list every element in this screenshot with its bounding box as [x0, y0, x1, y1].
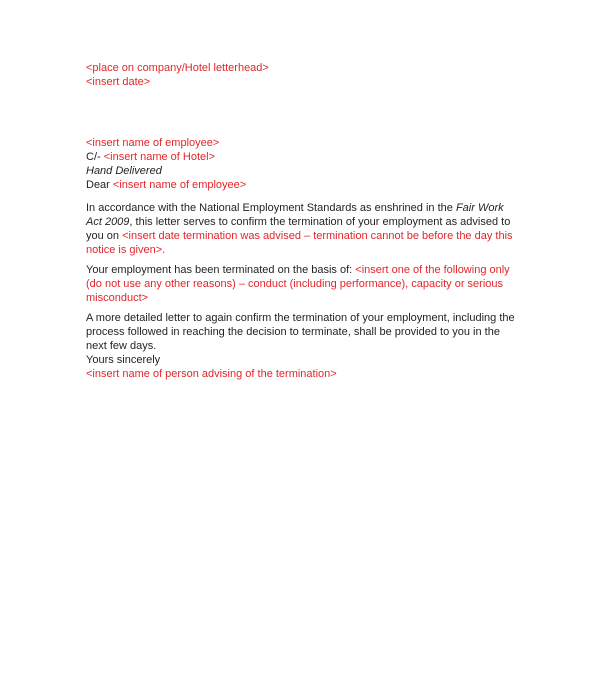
signer-name-placeholder: <insert name of person advising of the termination>: [86, 368, 337, 380]
paragraph-detailed-letter-notice: A more detailed letter to again confirm the termination of your employment, including the process followed in reaching the decision to terminate, shall be provided to you in the next few days.: [86, 312, 515, 352]
recipient-care-of-line: [86, 150, 518, 164]
paragraph-2-text-before-placeholder: Your employment has been terminated on the basis of:: [86, 264, 356, 276]
recipient-block: [86, 136, 518, 164]
salutation-prefix: Dear: [86, 179, 113, 191]
salutation-line: [86, 178, 518, 192]
paragraph-1-text-before-act: In accordance with the National Employment Standards as enshrined in the: [86, 202, 456, 214]
paragraph-2-reason-placeholder: <insert one of the following only (do not use any other reasons) – conduct (including performance), capacity or serious misconduct>: [86, 264, 510, 304]
salutation-employee-name-placeholder: <insert name of employee>: [112, 179, 247, 191]
paragraph-termination-confirmation: [86, 201, 518, 257]
recipient-hotel-name-placeholder: <insert name of Hotel>: [103, 151, 216, 163]
recipient-employee-name-placeholder: <insert name of employee>: [86, 137, 220, 149]
fair-work-act-title: Fair Work Act 2009: [86, 202, 504, 228]
closing: Yours sincerely: [86, 354, 161, 366]
care-of-prefix: C/-: [86, 151, 104, 163]
delivery-method: Hand Delivered: [86, 165, 162, 177]
paragraph-1-text-after-act: , this letter serves to confirm the termination of your employment as advised to you on: [86, 216, 511, 242]
paragraph-1-date-placeholder: <insert date termination was advised – termination cannot be before the day this notice is given>.: [86, 230, 513, 256]
date-placeholder: <insert date>: [86, 76, 151, 88]
paragraph-termination-basis: [86, 263, 518, 305]
letterhead-placeholder: <place on company/Hotel letterhead>: [86, 62, 269, 74]
